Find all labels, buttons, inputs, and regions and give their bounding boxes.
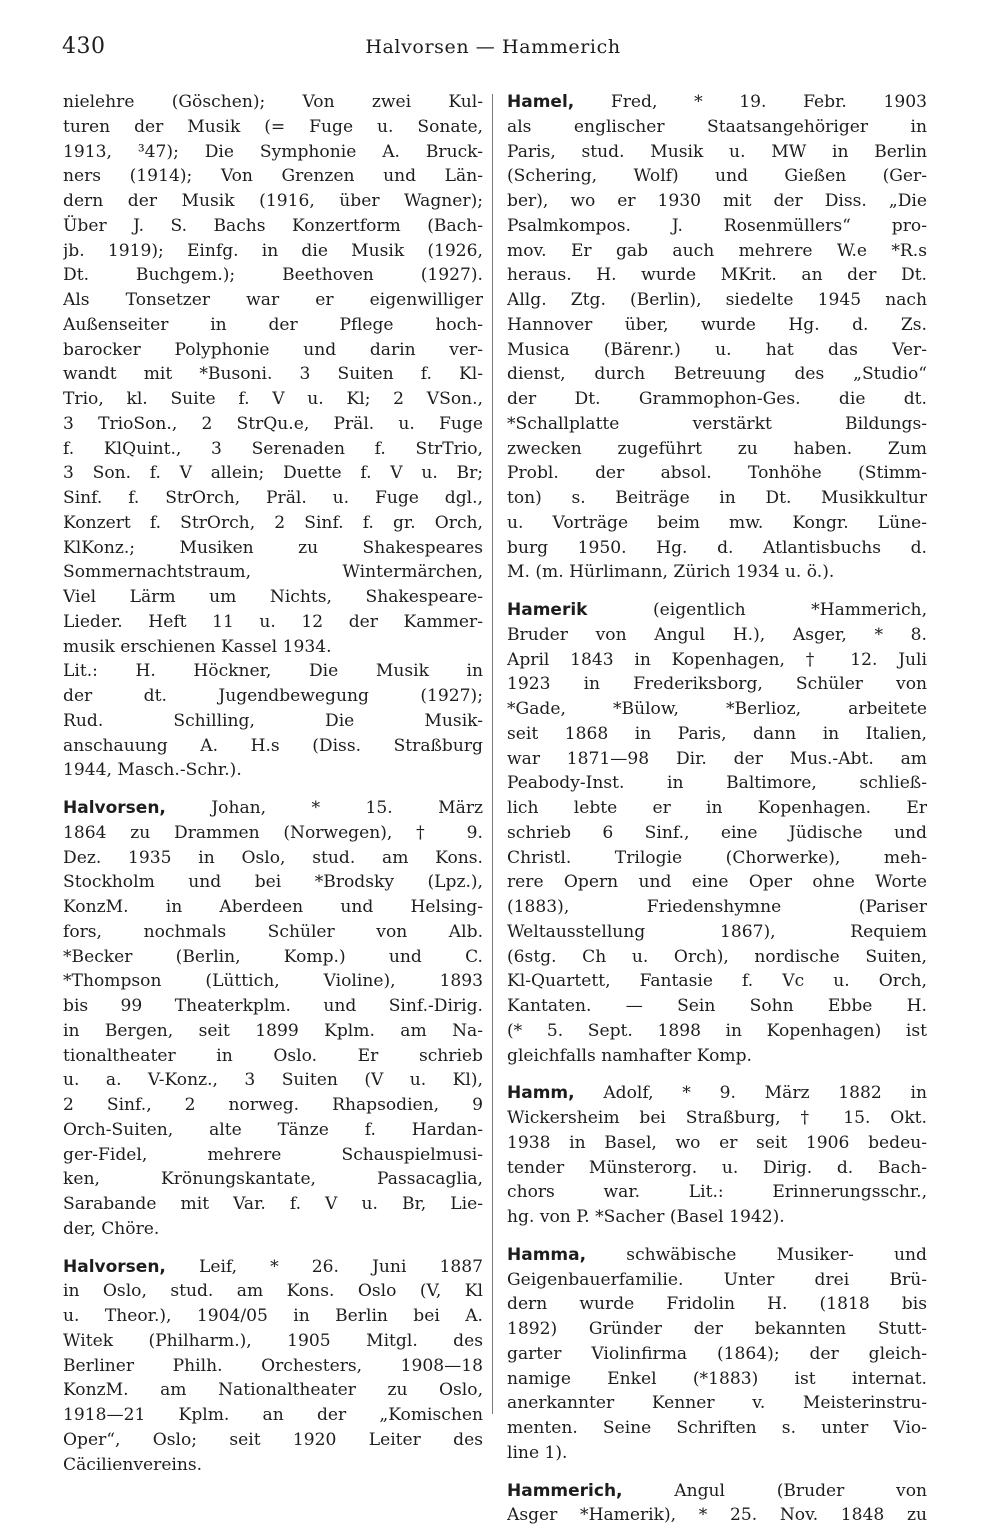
- entry-first-line-text: Leif, * 26. Juni 1887: [165, 1256, 483, 1277]
- text-line: Lit.: H. Höckner, Die Musik in: [63, 661, 483, 682]
- text-line: nielehre (Göschen); Von zwei Kul-: [63, 92, 483, 112]
- text-line: Hannover über, wurde Hg. d. Zs.: [507, 314, 927, 335]
- text-line: barocker Polyphonie und darin ver-: [63, 339, 483, 360]
- text-line: (Schering, Wolf) und Gießen (Ger-: [507, 166, 927, 187]
- text-line: fors, nochmals Schüler von Alb.: [63, 921, 483, 942]
- text-line: KonzM. in Aberdeen und Helsing-: [63, 897, 483, 917]
- text-line: chors war. Lit.: Erinnerungsschr.,: [507, 1182, 927, 1203]
- text-line: Lieder. Heft 11 u. 12 der Kammer-: [63, 611, 483, 632]
- entry-first-line-text: Johan, * 15. März: [165, 798, 483, 818]
- entry-first-line-text: Fred, * 19. Febr. 1903: [574, 92, 927, 112]
- text-line: heraus. H. wurde MKrit. an der Dt.: [507, 265, 927, 286]
- text-line: Sinf. f. StrOrch, Präl. u. Fuge dgl.,: [63, 488, 483, 508]
- right-column: [507, 90, 927, 1528]
- text-line: Probl. der absol. Tonhöhe (Stimm-: [507, 463, 927, 484]
- text-line: Viel Lärm um Nichts, Shakespeare-: [63, 587, 483, 607]
- text-line: Psalmkompos. J. Rosenmüllers“ pro-: [507, 215, 927, 236]
- entry-hamm: [507, 1081, 927, 1230]
- text-line: ber), wo er 1930 mit der Diss. „Die: [507, 191, 927, 211]
- entry-halvorsen-johan: [63, 796, 483, 1242]
- text-line: in Oslo, stud. am Kons. Oslo (V, Kl: [63, 1281, 483, 1302]
- entry-first-line: [507, 90, 927, 115]
- text-line: war 1871—98 Dir. der Mus.-Abt. am: [507, 748, 927, 769]
- page-number: 430: [62, 34, 106, 59]
- entry-hammerich: [507, 1479, 927, 1529]
- entry-hamma: [507, 1243, 927, 1466]
- headword: Hamerik: [507, 600, 588, 620]
- text-line: tender Münsterorg. u. Dirig. d. Bach-: [507, 1157, 927, 1178]
- text-line: turen der Musik (= Fuge u. Sonate,: [63, 116, 483, 137]
- left-column: [63, 90, 483, 1477]
- text-line: Peabody-Inst. in Baltimore, schließ-: [507, 773, 927, 794]
- text-line: jb. 1919); Einfg. in die Musik (1926,: [63, 240, 483, 261]
- text-line: zwecken zugeführt zu haben. Zum: [507, 438, 927, 459]
- text-line: *Schallplatte verstärkt Bildungs-: [507, 413, 927, 434]
- text-line: Oper“, Oslo; seit 1920 Leiter des: [63, 1429, 483, 1450]
- text-line: ger-Fidel, mehrere Schauspielmusi-: [63, 1144, 483, 1165]
- text-line: burg 1950. Hg. d. Atlantisbuchs d.: [507, 537, 927, 558]
- text-line: anerkannter Kenner v. Meisterinstru-: [507, 1393, 927, 1414]
- text-line: rere Opern und eine Oper ohne Worte: [507, 872, 927, 893]
- text-line: 1938 in Basel, wo er seit 1906 bedeu-: [507, 1132, 927, 1153]
- entry-continuation: [63, 90, 483, 783]
- text-line: der dt. Jugendbewegung (1927);: [63, 686, 483, 706]
- headword: Hammerich,: [507, 1480, 623, 1501]
- text-line: bis 99 Theaterkplm. und Sinf.-Dirig.: [63, 996, 483, 1016]
- text-line: u. a. V-Konz., 3 Suiten (V u. Kl),: [63, 1070, 483, 1091]
- headword: Hamel,: [507, 92, 575, 112]
- text-line: ton) s. Beiträge in Dt. Musikkultur: [507, 488, 927, 508]
- text-line: wandt mit *Busoni. 3 Suiten f. Kl-: [63, 364, 483, 385]
- entry-first-line: [63, 1255, 483, 1280]
- text-line: Als Tonsetzer war er eigenwilliger: [63, 290, 483, 310]
- text-line: lich lebte er in Kopenhagen. Er: [507, 798, 927, 818]
- text-line: Geigenbauerfamilie. Unter drei Brü-: [507, 1269, 927, 1290]
- text-line: (1883), Friedenshymne (Pariser: [507, 897, 927, 917]
- text-line: anschauung A. H.s (Diss. Straßburg: [63, 735, 483, 756]
- text-line: Stockholm und bei *Brodsky (Lpz.),: [63, 872, 483, 893]
- text-line: Asger *Hamerik), * 25. Nov. 1848 zu: [507, 1505, 927, 1526]
- text-line: KonzM. am Nationaltheater zu Oslo,: [63, 1380, 483, 1401]
- headword: Hamm,: [507, 1083, 575, 1104]
- text-line: Allg. Ztg. (Berlin), siedelte 1945 nach: [507, 290, 927, 310]
- text-line: Außenseiter in der Pflege hoch-: [63, 314, 483, 335]
- text-line: Kl-Quartett, Fantasie f. Vc u. Orch,: [507, 971, 927, 992]
- text-line: Christl. Trilogie (Chorwerke), meh-: [507, 847, 927, 868]
- text-line: Kantaten. — Sein Sohn Ebbe H.: [507, 996, 927, 1016]
- text-line: 1923 in Frederiksborg, Schüler von: [507, 674, 927, 695]
- text-line: seit 1868 in Paris, dann in Italien,: [507, 723, 927, 744]
- entry-first-line: [507, 1243, 927, 1268]
- text-line: menten. Seine Schriften s. unter Vio-: [507, 1418, 927, 1438]
- text-line: 1918—21 Kplm. an der „Komischen: [63, 1405, 483, 1425]
- text-line: Weltausstellung 1867), Requiem: [507, 921, 927, 942]
- text-line: M. (m. Hürlimann, Zürich 1934 u. ö.).: [507, 562, 835, 583]
- text-line: Witek (Philharm.), 1905 Mitgl. des: [63, 1330, 483, 1351]
- text-line: dern der Musik (1916, über Wagner);: [63, 191, 483, 211]
- text-line: Orch-Suiten, alte Tänze f. Hardan-: [63, 1119, 483, 1140]
- entry-first-line-text: schwäbische Musiker- und: [586, 1244, 927, 1265]
- text-line: KlKonz.; Musiken zu Shakespeares: [63, 537, 483, 558]
- text-line: Musica (Bärenr.) u. hat das Ver-: [507, 339, 927, 360]
- entry-first-line-text: Adolf, * 9. März 1882 in: [574, 1083, 927, 1104]
- entry-first-line: [507, 1479, 927, 1504]
- text-line: gleichfalls namhafter Komp.: [507, 1045, 752, 1066]
- text-line: der, Chöre.: [63, 1218, 160, 1239]
- text-line: *Gade, *Bülow, *Berlioz, arbeitete: [507, 699, 927, 719]
- entry-hamel: [507, 90, 927, 585]
- page-header: [62, 34, 924, 66]
- entry-hamerik: [507, 598, 927, 1068]
- text-line: ners (1914); Von Grenzen und Län-: [63, 166, 483, 187]
- text-line: Über J. S. Bachs Konzertform (Bach-: [63, 215, 483, 236]
- text-line: (* 5. Sept. 1898 in Kopenhagen) ist: [507, 1020, 927, 1041]
- text-line: tionaltheater in Oslo. Er schrieb: [63, 1045, 483, 1066]
- running-head: Halvorsen — Hammerich: [365, 36, 621, 58]
- text-line: Berliner Philh. Orchesters, 1908—18: [63, 1355, 483, 1376]
- headword: Halvorsen,: [63, 798, 166, 818]
- text-line: 1913, ³47); Die Symphonie A. Bruck-: [63, 141, 483, 162]
- text-line: 2 Sinf., 2 norweg. Rhapsodien, 9: [63, 1095, 483, 1115]
- text-line: Rud. Schilling, Die Musik-: [63, 710, 483, 731]
- text-line: Wickersheim bei Straßburg, † 15. Okt.: [507, 1108, 927, 1128]
- entry-halvorsen-leif: [63, 1255, 483, 1478]
- text-line: Sarabande mit Var. f. V u. Br, Lie-: [63, 1194, 483, 1214]
- text-line: Bruder von Angul H.), Asger, * 8.: [507, 624, 927, 645]
- text-line: (6stg. Ch u. Orch), nordische Suiten,: [507, 946, 927, 967]
- text-line: *Thompson (Lüttich, Violine), 1893: [63, 971, 483, 992]
- text-line: dienst, durch Betreuung des „Studio“: [507, 364, 927, 385]
- text-line: *Becker (Berlin, Komp.) und C.: [63, 946, 483, 967]
- text-line: Dez. 1935 in Oslo, stud. am Kons.: [63, 847, 483, 868]
- text-line: 1944, Masch.-Schr.).: [63, 760, 242, 781]
- text-line: hg. von P. *Sacher (Basel 1942).: [507, 1207, 785, 1227]
- text-line: 3 TrioSon., 2 StrQu.e, Präl. u. Fuge: [63, 413, 483, 434]
- text-line: Dt. Buchgem.); Beethoven (1927).: [63, 265, 483, 286]
- text-line: namige Enkel (*1883) ist internat.: [507, 1368, 927, 1389]
- text-line: f. KlQuint., 3 Serenaden f. StrTrio,: [63, 438, 483, 459]
- text-line: in Bergen, seit 1899 Kplm. am Na-: [63, 1020, 483, 1041]
- column-divider: [492, 94, 493, 1414]
- text-line: der Dt. Grammophon-Ges. die dt.: [507, 389, 927, 409]
- text-line: Trio, kl. Suite f. V u. Kl; 2 VSon.,: [63, 389, 483, 409]
- text-line: Cäcilienvereins.: [63, 1454, 203, 1475]
- text-line: 1864 zu Drammen (Norwegen), † 9.: [63, 822, 483, 843]
- text-line: 1892) Gründer der bekannten Stutt-: [507, 1319, 927, 1339]
- entry-first-line-text: (eigentlich *Hammerich,: [587, 600, 927, 620]
- headword: Hamma,: [507, 1244, 587, 1265]
- text-line: dern wurde Fridolin H. (1818 bis: [507, 1294, 927, 1315]
- text-line: Sommernachtstraum, Wintermärchen,: [63, 562, 483, 583]
- text-line: schrieb 6 Sinf., eine Jüdische und: [507, 822, 927, 843]
- text-line: ken, Krönungskantate, Passacaglia,: [63, 1169, 483, 1190]
- text-line: u. Vorträge beim mw. Kongr. Lüne-: [507, 512, 927, 533]
- text-line: u. Theor.), 1904/05 in Berlin bei A.: [63, 1306, 483, 1326]
- entry-first-line: [63, 796, 483, 821]
- text-line: Paris, stud. Musik u. MW in Berlin: [507, 141, 927, 162]
- text-line: line 1).: [507, 1442, 568, 1463]
- entry-first-line-text: Angul (Bruder von: [622, 1480, 927, 1501]
- headword: Halvorsen,: [63, 1256, 166, 1277]
- text-line: musik erschienen Kassel 1934.: [63, 636, 332, 657]
- text-line: April 1843 in Kopenhagen, † 12. Juli: [507, 649, 927, 670]
- entry-first-line: [507, 598, 927, 623]
- entry-first-line: [507, 1081, 927, 1106]
- text-line: mov. Er gab auch mehrere W.e *R.s: [507, 240, 927, 261]
- text-line: als englischer Staatsangehöriger in: [507, 116, 927, 137]
- text-line: Konzert f. StrOrch, 2 Sinf. f. gr. Orch,: [63, 512, 483, 533]
- text-line: garter Violinfirma (1864); der gleich-: [507, 1343, 927, 1364]
- text-line: 3 Son. f. V allein; Duette f. V u. Br;: [63, 463, 483, 484]
